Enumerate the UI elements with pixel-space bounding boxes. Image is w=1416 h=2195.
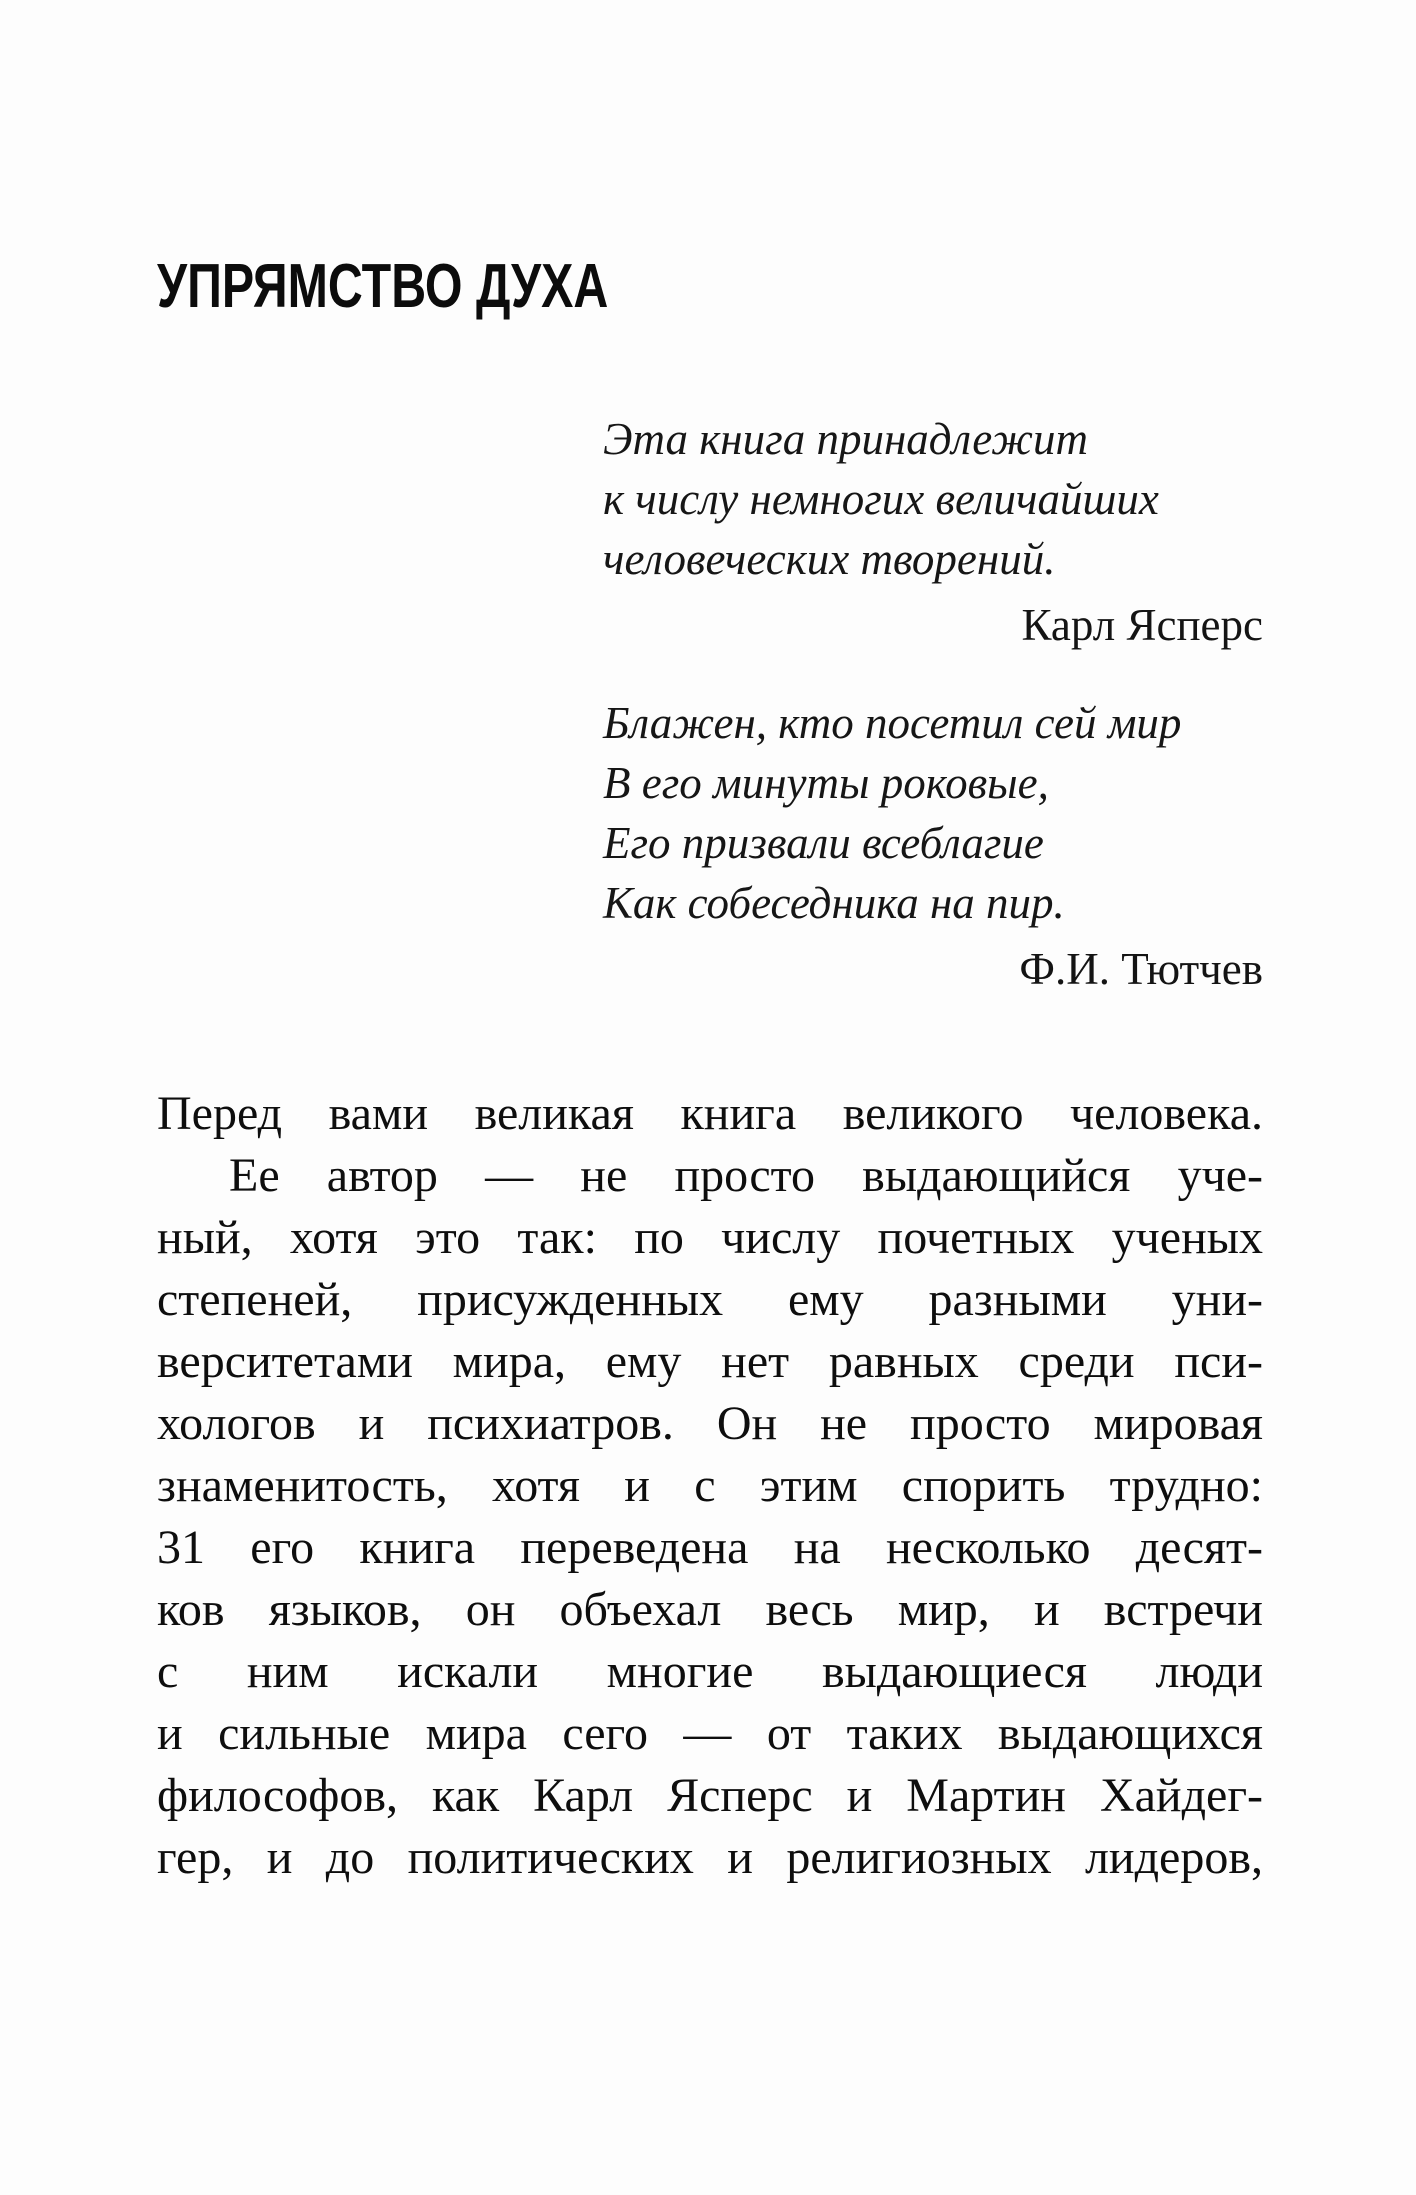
body-text-line: Перед вами великая книга великого человека.: [157, 1087, 1263, 1140]
body-text-line: философов, как Карл Ясперс и Мартин Хайдег-: [157, 1769, 1263, 1822]
body-text: [157, 1083, 1263, 1889]
epigraph-line: Его призвали всеблагие: [603, 818, 1044, 868]
epigraph-line: Как собеседника на пир.: [603, 878, 1065, 928]
epigraph-line: Блажен, кто посетил сей мир: [603, 698, 1182, 748]
body-text-line: степеней, присужденных ему разными уни-: [157, 1273, 1263, 1326]
epigraph-attribution: Карл Ясперс: [1021, 600, 1263, 650]
body-text-line: с ним искали многие выдающиеся люди: [157, 1645, 1263, 1698]
epigraph-line: Эта книга принадлежит: [603, 414, 1088, 464]
body-text-line: гер, и до политических и религиозных лидеров,: [157, 1831, 1263, 1884]
epigraph-attribution: Ф.И. Тютчев: [1019, 944, 1263, 994]
body-text-line: знаменитость, хотя и с этим спорить трудно:: [157, 1459, 1263, 1512]
epigraph-jaspers: [603, 409, 1263, 655]
body-text-line: 31 его книга переведена на несколько десят-: [157, 1521, 1263, 1574]
body-text-line: и сильные мира сего — от таких выдающихся: [157, 1707, 1263, 1760]
body-text-line: ков языков, он объехал весь мир, и встречи: [157, 1583, 1263, 1636]
body-text-line: хологов и психиатров. Он не просто мировая: [157, 1397, 1263, 1450]
chapter-heading: УПРЯМСТВО ДУХА: [157, 252, 609, 321]
body-text-line: ный, хотя это так: по числу почетных ученых: [157, 1211, 1263, 1264]
epigraph-line: человеческих творений.: [603, 534, 1056, 584]
body-text-line: Ее автор — не просто выдающийся уче-: [229, 1149, 1263, 1202]
body-text-line: верситетами мира, ему нет равных среди пси-: [157, 1335, 1263, 1388]
epigraph-tyutchev: [603, 693, 1263, 999]
epigraph-line: В его минуты роковые,: [603, 758, 1049, 808]
epigraph-line: к числу немногих величайших: [603, 474, 1159, 524]
